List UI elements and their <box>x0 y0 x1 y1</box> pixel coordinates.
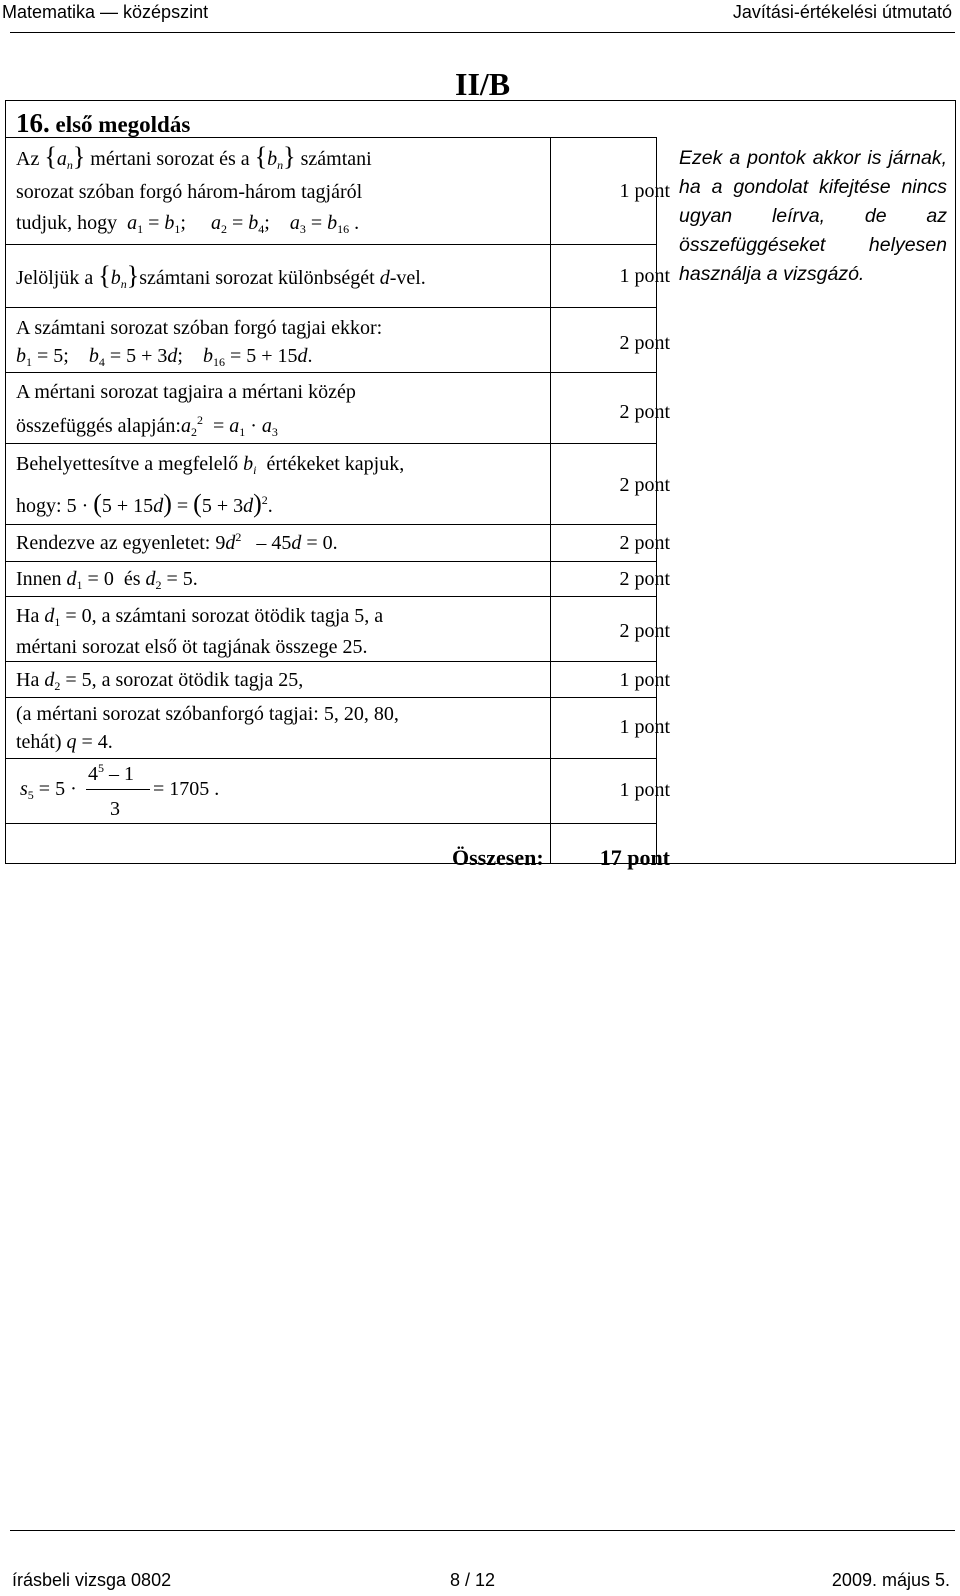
row11-numerator: $4^5 - 1$ <box>88 761 134 785</box>
row3-formula: $b_1 = 5$; $b_4 = 5 + 3d$; $b_{16} = 5 + 15d$. <box>16 345 313 369</box>
row-line <box>5 244 656 245</box>
row1-line3: tudjuk, hogy $a_1 = b_1$; $a_2 = b_4$; $a_3 = b_{16}$ . <box>16 212 360 236</box>
row-line <box>5 443 656 444</box>
row11-result: = 1705 . <box>153 778 220 800</box>
col-divider-2 <box>656 137 657 864</box>
row9-text: Ha $d_2 = 5$, a sorozat ötödik tagja 25, <box>16 669 304 693</box>
row4-line1: A mértani sorozat tagjaira a mértani közép <box>16 381 356 403</box>
footer-rule <box>10 1530 955 1531</box>
row11-points: 1 pont <box>619 779 670 801</box>
total-label: Összesen: <box>452 845 544 870</box>
problem-title <box>16 108 190 139</box>
row5-line2: hogy: $5 \cdot (5 + 15d) = (5 + 3d)^2$. <box>16 489 273 518</box>
row7-points: 2 pont <box>619 568 670 590</box>
row-line <box>5 661 656 662</box>
row10-line1: (a mértani sorozat szóbanforgó tagjai: 5, 20, 80, <box>16 703 399 725</box>
row5-line1: Behelyettesítve a megfelelő $b_i$ értékeket kapjuk, <box>16 453 405 477</box>
row-line <box>5 596 656 597</box>
row10-line2: tehát) q = 4. <box>16 731 113 753</box>
row-line <box>5 823 656 824</box>
row8-points: 2 pont <box>619 620 670 642</box>
row-line <box>5 758 656 759</box>
row6-text: Rendezve az egyenletet: $9d^2 - 45d = 0$. <box>16 530 338 554</box>
row3-line1: A számtani sorozat szóban forgó tagjai ekkor: <box>16 317 383 339</box>
fraction-bar <box>86 789 150 790</box>
problem-number: 16. <box>16 108 50 138</box>
header-right: Javítási-értékelési útmutató <box>732 2 952 22</box>
footer-date: 2009. május 5. <box>831 1570 950 1590</box>
row9-points: 1 pont <box>619 669 670 691</box>
row5-points: 2 pont <box>619 474 670 496</box>
grading-note: Ezek a pontok akkor is járnak, ha a gondolat kifejtése nincs ugyan leírva, de az összefüggéseket helyesen használja a vizsgázó. <box>679 147 947 285</box>
row1-points: 1 pont <box>619 180 670 202</box>
header-rule <box>10 32 955 33</box>
row-line <box>5 307 656 308</box>
row1-line2: sorozat szóban forgó három-három tagjáról <box>16 181 363 203</box>
row11-denominator: 3 <box>110 798 120 820</box>
total-points: 17 pont <box>599 845 670 870</box>
row-line <box>5 524 656 525</box>
problem-subtitle: első megoldás <box>55 112 191 137</box>
footer-left: írásbeli vizsga 0802 <box>12 1570 172 1590</box>
row4-line2: összefüggés $alapján:a_2^2 = a_1 \cdot a_3$ <box>16 413 278 439</box>
footer-page: 8 / 12 <box>450 1570 496 1590</box>
row8-line2: mértani sorozat első öt tagjának összege 25. <box>16 636 368 658</box>
page-header <box>0 0 960 30</box>
row-line <box>5 372 656 373</box>
row10-points: 1 pont <box>619 716 670 738</box>
row8-line1: Ha $d_1 = 0$, a számtani sorozat ötödik tagja 5, a <box>16 605 384 629</box>
col-divider-1 <box>550 137 551 864</box>
row11-lhs: $s_5 = 5$ · <box>20 778 77 802</box>
row2-text: Jelöljük a $\{b_n\}számtani$ sorozat különbségét d-vel. <box>16 261 426 291</box>
row7-text: Innen $d_1 = 0$ és $d_2 = 5$. <box>16 568 198 592</box>
row1-line1: Az $\{a_n\}$ mértani sorozat és a $\{b_n\}$ számtani <box>16 142 372 172</box>
row2-points: 1 pont <box>619 265 670 287</box>
row-line <box>5 697 656 698</box>
part-label: II/B <box>455 66 511 102</box>
row-line <box>5 561 656 562</box>
row3-points: 2 pont <box>619 332 670 354</box>
row4-points: 2 pont <box>619 401 670 423</box>
header-left: Matematika — középszint <box>2 2 209 22</box>
row6-points: 2 pont <box>619 532 670 554</box>
